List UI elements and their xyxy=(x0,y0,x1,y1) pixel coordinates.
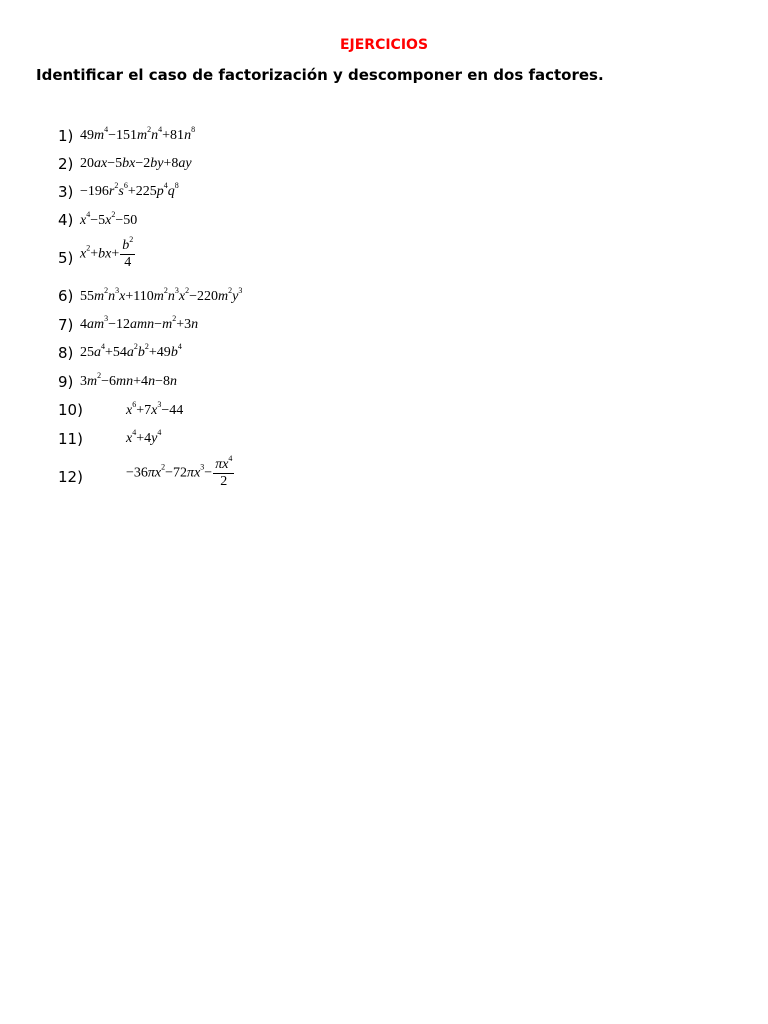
exercise-number: 1) xyxy=(58,127,74,145)
exercise-number: 11) xyxy=(58,430,83,448)
exercise-expression: $-36\pi x^2-72\pi x^3-$ $\frac{\pi x^4}{2}$ xyxy=(126,454,233,489)
exercise-expression: $x^2+bx+$ $\frac{b^2}{4}$ xyxy=(80,235,134,270)
exercise-expression: $x^4+4y^4$ xyxy=(126,428,162,446)
exercise-expression: $25a^4+54a^2b^2+49b^4$ xyxy=(80,342,182,360)
exercise-number: 2) xyxy=(58,155,74,173)
exercise-expression: $4am^3-12amn-m^2+3n$ xyxy=(80,314,199,332)
exercise-number: 12) xyxy=(58,468,83,486)
fraction: $\frac{\pi x^4}{2}$ xyxy=(215,454,233,489)
exercise-number: 3) xyxy=(58,183,74,201)
exercise-number: 10) xyxy=(58,401,83,419)
exercise-number: 8) xyxy=(58,344,74,362)
exercise-expression: $x^4-5x^2-50$ xyxy=(80,210,138,228)
exercise-expression: $x^6+7x^3-44$ xyxy=(126,400,184,418)
exercise-number: 5) xyxy=(58,249,74,267)
exercise-number: 7) xyxy=(58,316,74,334)
exercise-number: 9) xyxy=(58,373,74,391)
exercise-expression: 20ax−5bx−2by+8ay xyxy=(80,156,192,171)
exercise-expression: $55m^2n^3x+110m^2n^3x^2-220m^2y^3$ xyxy=(80,286,243,304)
fraction: $\frac{b^2}{4}$ xyxy=(122,235,134,270)
exercise-number: 4) xyxy=(58,211,74,229)
exercise-expression: $-196r^2s^6+225p^4q^8$ xyxy=(80,181,179,199)
exercise-expression: $3m^2-6mn+4n-8n$ xyxy=(80,371,177,389)
instruction-text: Identificar el caso de factorización y descomponer en dos factores. xyxy=(36,66,604,84)
exercise-expression: $49m^4-151m^2n^4+81n^8$ xyxy=(80,125,196,143)
page-title: EJERCICIOS xyxy=(339,37,429,53)
exercise-number: 6) xyxy=(58,287,74,305)
